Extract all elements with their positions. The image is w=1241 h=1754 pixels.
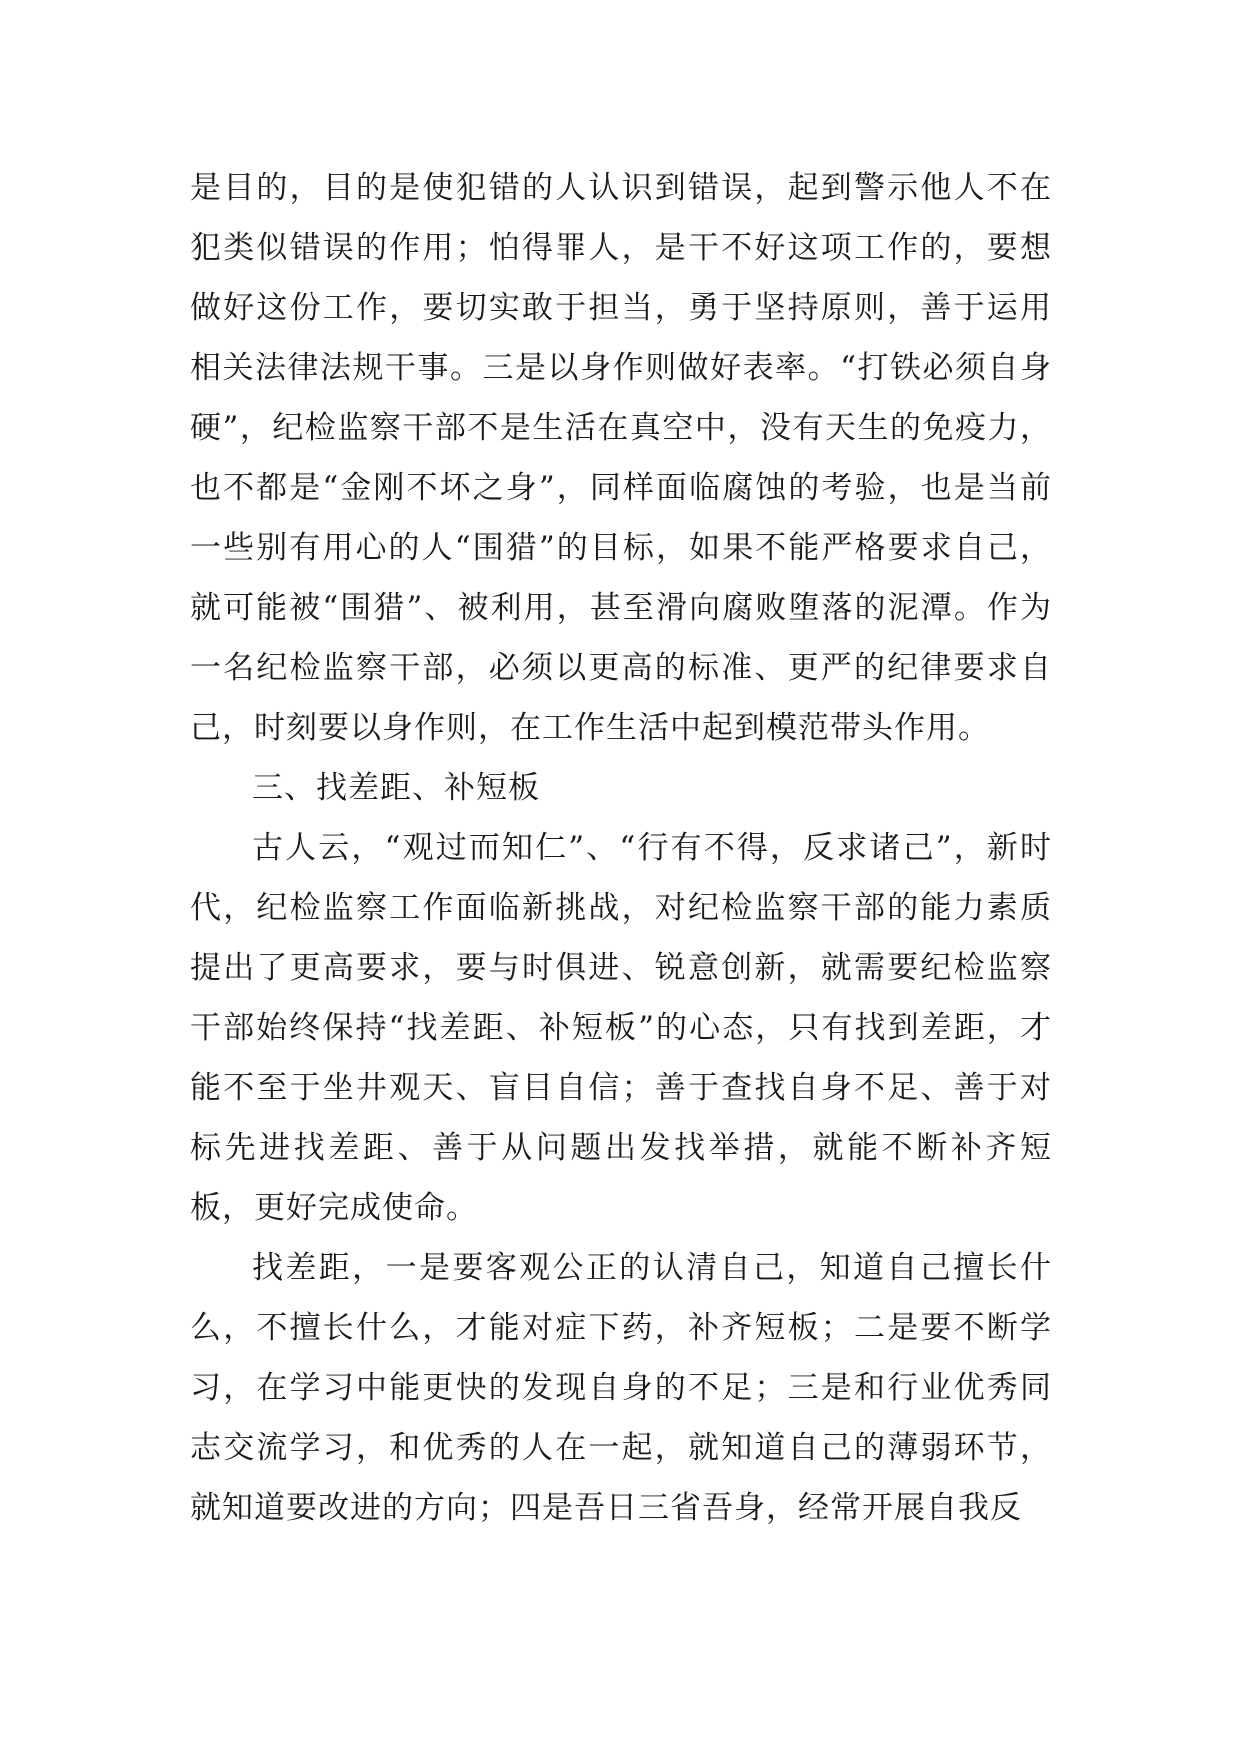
paragraph-find-gaps: 找差距，一是要客观公正的认清自己，知道自己擅长什么，不擅长什么，才能对症下药，补齐短板；二是要不断学习，在学习中能更快的发现自身的不足；三是和行业优秀同志交流学习，和优秀的人在一起，就知道自己的薄弱环节，就知道要改进的方向；四是吾日三省吾身，经常开展自我反 [190, 1250, 1052, 1526]
section-heading: 三、找差距、补短板 [252, 770, 540, 806]
document-body [190, 158, 1052, 1538]
paragraph-continuation: 是目的，目的是使犯错的人认识到错误，起到警示他人不在犯类似错误的作用；怕得罪人，是干不好这项工作的，要想做好这份工作，要切实敢于担当，勇于坚持原则，善于运用相关法律法规干事。三是以身作则做好表率。“打铁必须自身硬”，纪检监察干部不是生活在真空中，没有天生的免疫力，也不都是“金刚不坏之身”，同样面临腐蚀的考验，也是当前一些别有用心的人“围猎”的目标，如果不能严格要求自己，就可能被“围猎”、被利用，甚至滑向腐败堕落的泥潭。作为一名纪检监察干部，必须以更高的标准、更严的纪律要求自己，时刻要以身作则，在工作生活中起到模范带头作用。 [190, 170, 1052, 746]
paragraph-introduction: 古人云，“观过而知仁”、“行有不得，反求诸己”，新时代，纪检监察工作面临新挑战，对纪检监察干部的能力素质提出了更高要求，要与时俱进、锐意创新，就需要纪检监察干部始终保持“找差距、补短板”的心态，只有找到差距，才能不至于坐井观天、盲目自信；善于查找自身不足、善于对标先进找差距、善于从问题出发找举措，就能不断补齐短板，更好完成使命。 [190, 830, 1052, 1226]
